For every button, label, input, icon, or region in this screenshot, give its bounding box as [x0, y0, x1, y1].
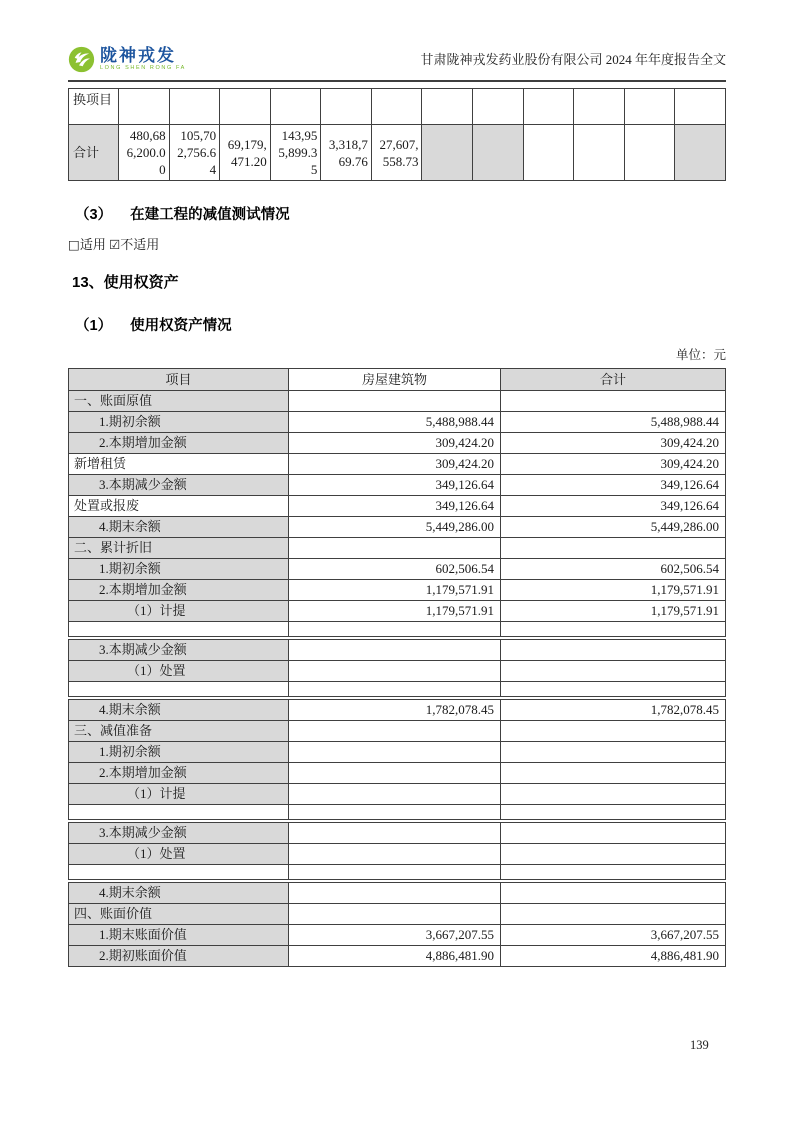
cell-empty: [473, 125, 524, 181]
row-label: 换项目: [69, 89, 119, 125]
row-label: 2.期初账面价值: [69, 946, 289, 967]
section-heading-3: [75, 203, 290, 224]
company-logo: [68, 46, 186, 77]
table-row: [68, 475, 726, 496]
cell-value: [170, 89, 221, 125]
cell-value: [501, 883, 726, 904]
table-row: [68, 433, 726, 454]
cell-value: 27,607,558.73: [372, 125, 423, 181]
row-label: 四、账面价值: [69, 904, 289, 925]
cell-value: [119, 89, 170, 125]
cell-empty: [524, 89, 575, 125]
row-label: （1）处置: [69, 844, 289, 865]
cell-value: 349,126.64: [501, 475, 726, 496]
cell-value: 143,955,899.35: [271, 125, 322, 181]
continued-construction-table: [68, 88, 726, 181]
table-row: [68, 925, 726, 946]
cell-value: [289, 742, 501, 763]
row-label: 一、账面原值: [69, 391, 289, 412]
table-row: [68, 661, 726, 682]
cell-empty: [675, 89, 726, 125]
cell-value: 1,179,571.91: [501, 601, 726, 622]
cell-empty: [574, 89, 625, 125]
rou-assets-table: [68, 368, 726, 967]
cell-value: [321, 89, 372, 125]
cell-value: [289, 784, 501, 805]
cell-value: 602,506.54: [501, 559, 726, 580]
table-row: [68, 882, 726, 904]
table-row: [68, 517, 726, 538]
row-label: 4.期末余额: [69, 700, 289, 721]
table-row: [68, 601, 726, 622]
cell-value: [372, 89, 423, 125]
row-label: 3.本期减少金额: [69, 475, 289, 496]
column-header: 房屋建筑物: [289, 369, 501, 391]
cell-value: 1,179,571.91: [289, 601, 501, 622]
table-row: [68, 538, 726, 559]
cell-value: 1,179,571.91: [289, 580, 501, 601]
applicability-line: [68, 234, 159, 253]
cell-value: 309,424.20: [289, 454, 501, 475]
table-row: [68, 88, 726, 125]
cell-value: [289, 640, 501, 661]
table-row: [68, 580, 726, 601]
column-header: 项目: [69, 369, 289, 391]
cell-empty: [422, 125, 473, 181]
cell-value: 480,686,200.00: [119, 125, 170, 181]
row-label: 1.期初余额: [69, 559, 289, 580]
table-row: [68, 784, 726, 805]
cell-value: [289, 823, 501, 844]
section-number: （1）: [75, 318, 113, 334]
cell-value: [501, 784, 726, 805]
row-label: 三、减值准备: [69, 721, 289, 742]
table-row: [68, 496, 726, 517]
cell-value: [289, 538, 501, 559]
checkbox-checked-icon: ☑: [109, 237, 121, 252]
not-applicable-label: 不适用: [120, 237, 160, 252]
cell-value: 5,488,988.44: [289, 412, 501, 433]
cell-value: [501, 538, 726, 559]
cell-empty: [524, 125, 575, 181]
cell-value: [289, 391, 501, 412]
cell-value: [501, 721, 726, 742]
row-label: 二、累计折旧: [69, 538, 289, 559]
table-row: [68, 822, 726, 844]
cell-value: 349,126.64: [501, 496, 726, 517]
cell-value: [289, 844, 501, 865]
table-row: [68, 742, 726, 763]
cell-value: [501, 904, 726, 925]
empty-row: [68, 622, 726, 637]
cell-value: 309,424.20: [501, 433, 726, 454]
cell-value: 1,782,078.45: [289, 700, 501, 721]
table-row: [68, 844, 726, 865]
cell-value: [501, 391, 726, 412]
row-label: 1.期末账面价值: [69, 925, 289, 946]
cell-empty: [625, 125, 676, 181]
cell-value: [289, 904, 501, 925]
row-label: 2.本期增加金额: [69, 763, 289, 784]
cell-value: 3,318,769.76: [321, 125, 372, 181]
row-label: 处置或报废: [69, 496, 289, 517]
section-heading-13: 13、使用权资产: [72, 274, 179, 291]
unit-label: 单位：元: [675, 348, 726, 362]
cell-value: 309,424.20: [289, 433, 501, 454]
brand-subtitle: LONG SHEN RONG FA: [100, 64, 186, 71]
cell-value: 602,506.54: [289, 559, 501, 580]
cell-value: [289, 883, 501, 904]
cell-empty: [625, 89, 676, 125]
empty-row: [68, 682, 726, 697]
page-number: 139: [690, 1038, 709, 1052]
row-label: 2.本期增加金额: [69, 580, 289, 601]
table-row: [68, 454, 726, 475]
row-label: 3.本期减少金额: [69, 640, 289, 661]
table-header-row: [68, 368, 726, 391]
table-row: [68, 639, 726, 661]
cell-value: [220, 89, 271, 125]
table-row-total: [68, 125, 726, 181]
row-label: （1）计提: [69, 784, 289, 805]
table-row: [68, 391, 726, 412]
empty-row: [68, 865, 726, 880]
brand-name: 陇神戎发: [100, 45, 176, 65]
cell-value: [289, 721, 501, 742]
table-row: [68, 412, 726, 433]
cell-value: 1,179,571.91: [501, 580, 726, 601]
cell-value: 3,667,207.55: [501, 925, 726, 946]
applicable-label: 适用: [79, 237, 106, 252]
row-label: （1）处置: [69, 661, 289, 682]
report-header: [68, 42, 726, 82]
cell-empty: [675, 125, 726, 181]
row-label: 4.期末余额: [69, 517, 289, 538]
table-row: [68, 699, 726, 721]
cell-value: 4,886,481.90: [289, 946, 501, 967]
cell-value: 349,126.64: [289, 475, 501, 496]
cell-value: 5,449,286.00: [501, 517, 726, 538]
column-header: 合计: [501, 369, 726, 391]
row-label: 3.本期减少金额: [69, 823, 289, 844]
brand-text-block: [100, 47, 186, 72]
table-row: [68, 946, 726, 967]
table-row: [68, 559, 726, 580]
row-label: 新增租赁: [69, 454, 289, 475]
row-label: 1.期初余额: [69, 412, 289, 433]
section-title: 在建工程的减值测试情况: [130, 207, 290, 223]
section-title: 使用权资产情况: [130, 318, 232, 334]
cell-value: 3,667,207.55: [289, 925, 501, 946]
table-row: [68, 904, 726, 925]
section-heading-13-1: [75, 314, 232, 335]
cell-empty: [422, 89, 473, 125]
cell-value: 309,424.20: [501, 454, 726, 475]
report-title: 甘肃陇神戎发药业股份有限公司 2024 年年度报告全文: [420, 52, 726, 67]
cell-empty: [574, 125, 625, 181]
cell-value: 105,702,756.64: [170, 125, 221, 181]
cell-value: 69,179,471.20: [220, 125, 271, 181]
cell-value: [289, 763, 501, 784]
row-label: （1）计提: [69, 601, 289, 622]
cell-value: 4,886,481.90: [501, 946, 726, 967]
cell-value: [501, 844, 726, 865]
table-row: [68, 721, 726, 742]
section-number: （3）: [75, 207, 113, 223]
cell-value: [289, 661, 501, 682]
cell-value: [501, 763, 726, 784]
cell-value: 5,449,286.00: [289, 517, 501, 538]
cell-value: 349,126.64: [289, 496, 501, 517]
cell-empty: [473, 89, 524, 125]
empty-row: [68, 805, 726, 820]
table-row: [68, 763, 726, 784]
cell-value: [271, 89, 322, 125]
cell-value: [501, 640, 726, 661]
cell-value: [501, 823, 726, 844]
cell-value: [501, 661, 726, 682]
checkbox-unchecked-icon: □: [68, 237, 80, 252]
row-label: 1.期初余额: [69, 742, 289, 763]
row-label: 2.本期增加金额: [69, 433, 289, 454]
row-label: 4.期末余额: [69, 883, 289, 904]
cell-value: [501, 742, 726, 763]
logo-icon: [68, 46, 95, 73]
row-label: 合计: [69, 125, 119, 181]
cell-value: 5,488,988.44: [501, 412, 726, 433]
cell-value: 1,782,078.45: [501, 700, 726, 721]
